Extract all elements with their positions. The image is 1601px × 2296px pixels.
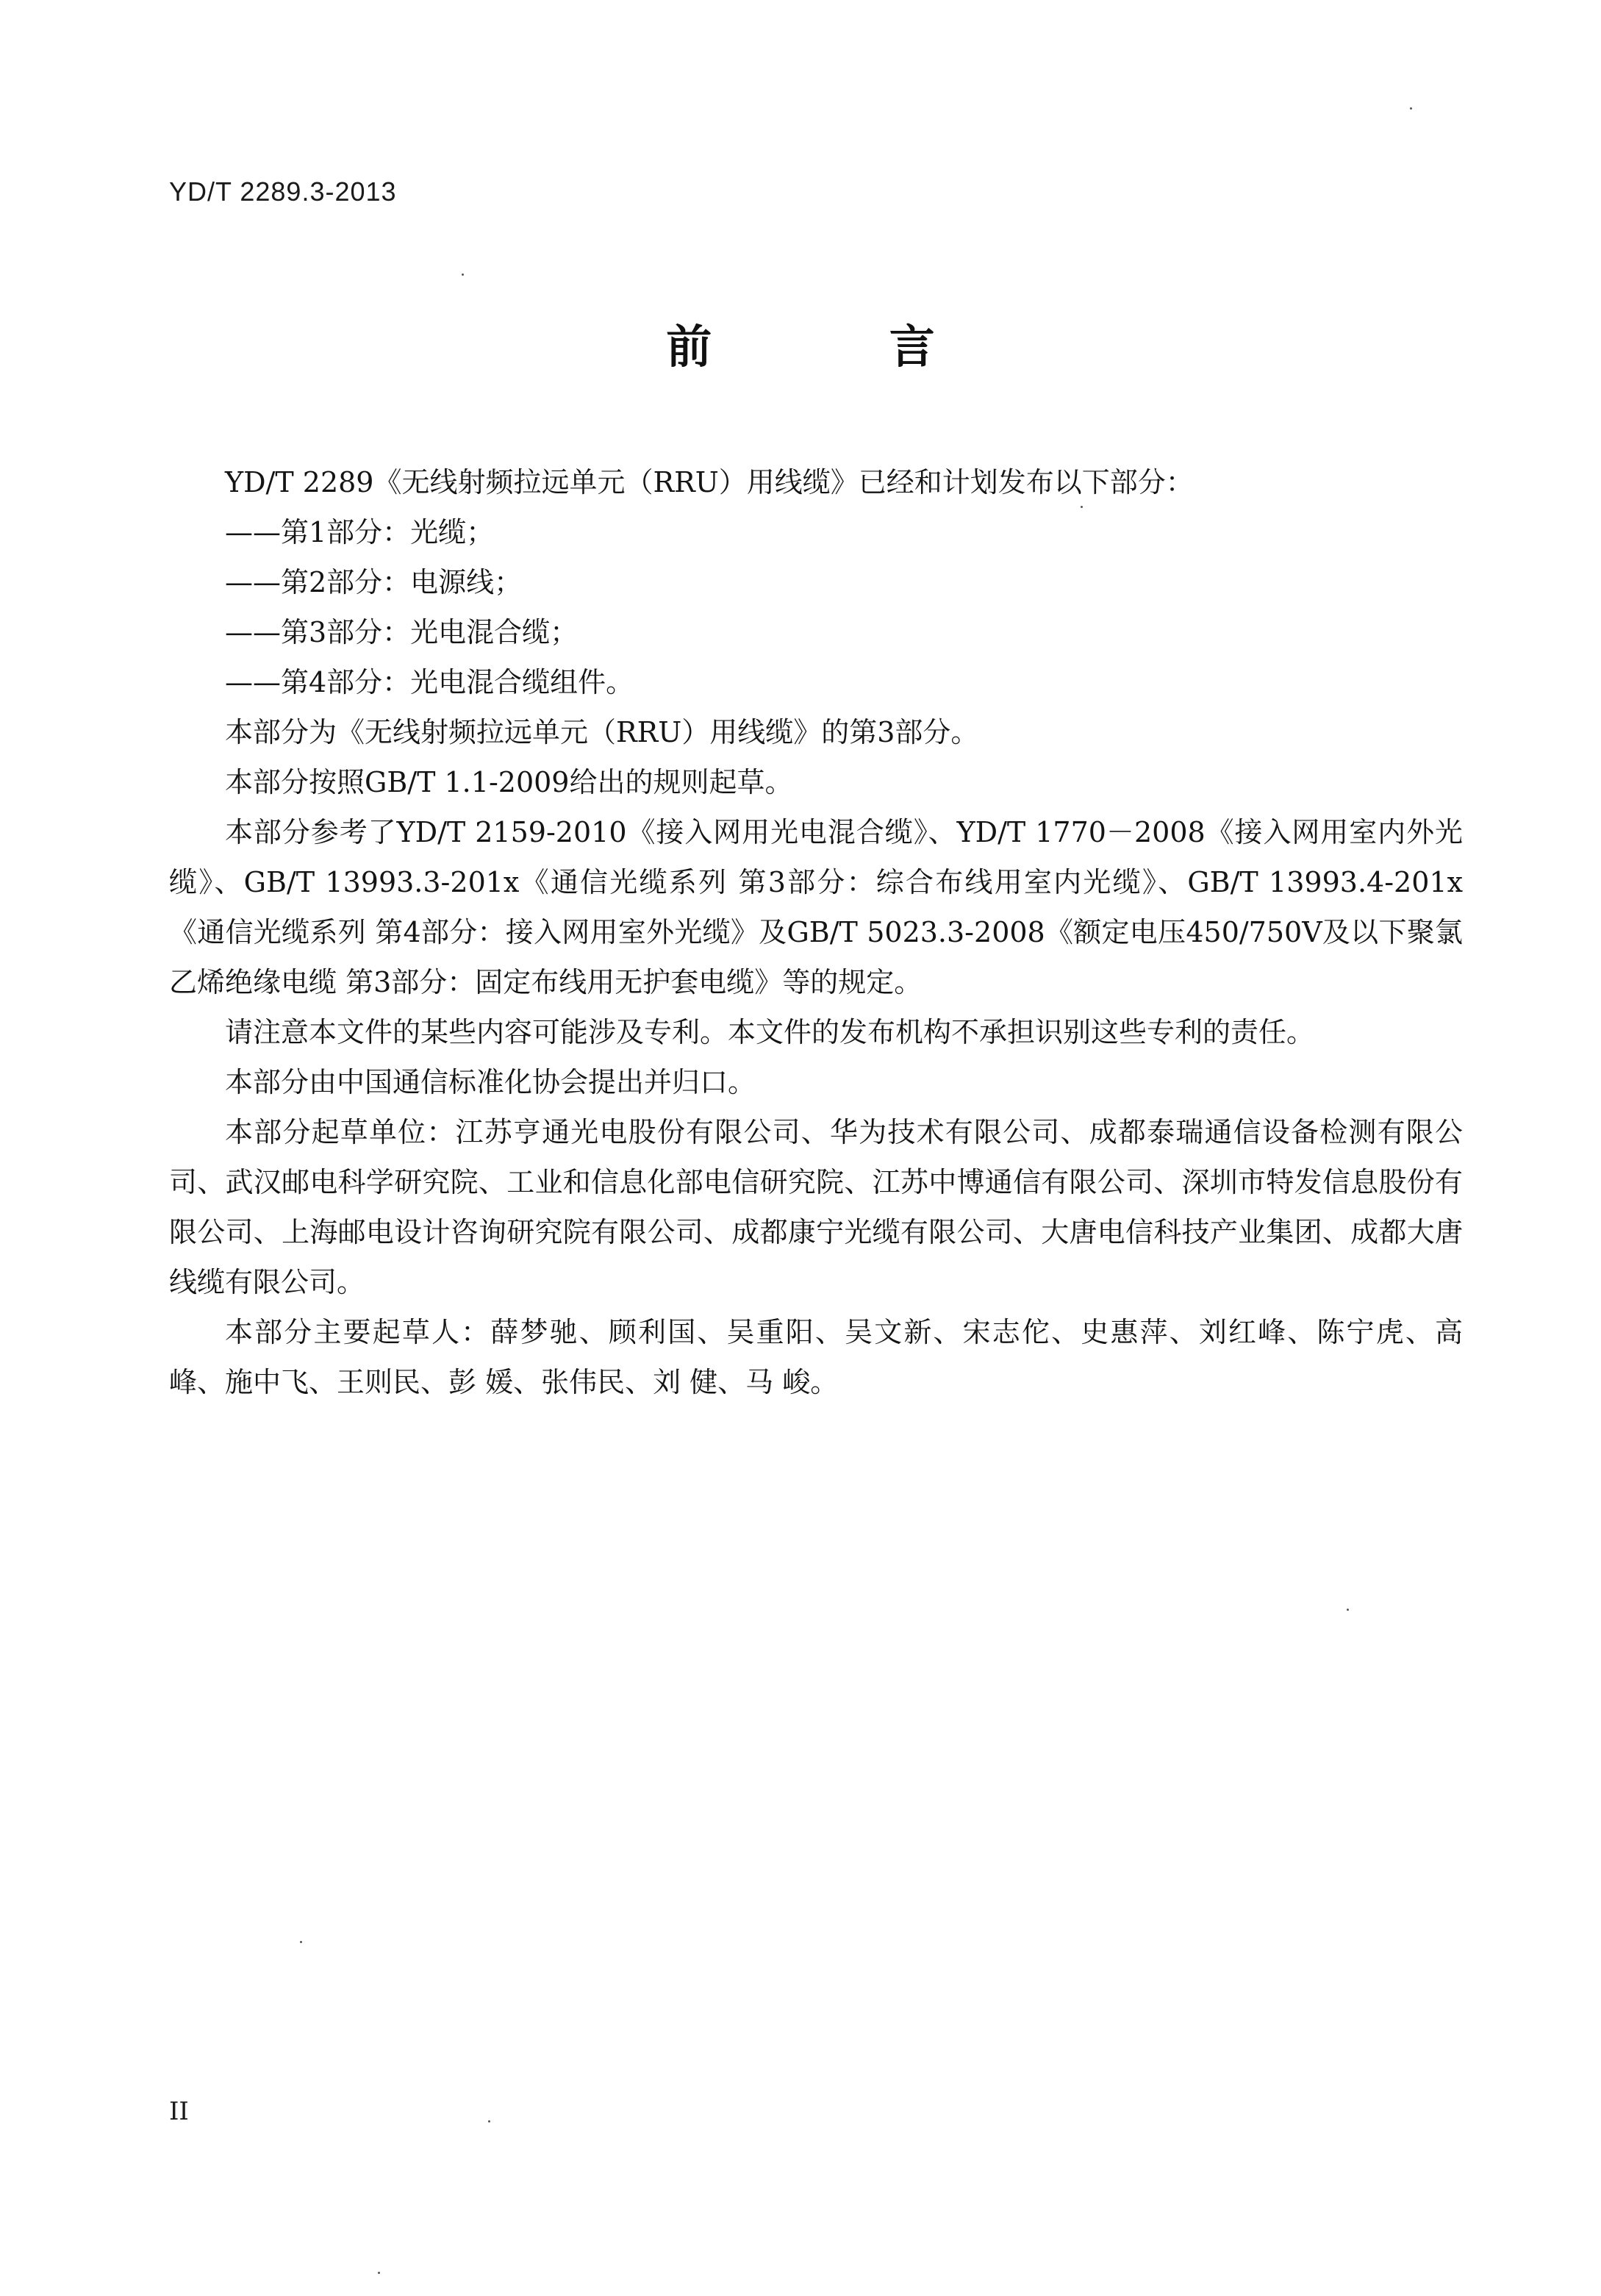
paragraph-drafters: 本部分主要起草人：薛梦驰、顾利国、吴重阳、吴文新、宋志佗、史惠萍、刘红峰、陈宁虎、高 峰、施中飞、王则民、彭 媛、张伟民、刘 健、马 峻。 — [169, 1316, 1463, 1398]
scan-speck — [1081, 506, 1083, 508]
scan-speck — [378, 2272, 380, 2274]
scan-speck — [1410, 107, 1412, 110]
paragraph-part-statement: 本部分为《无线射频拉远单元（RRU）用线缆》的第3部分。 — [225, 716, 979, 748]
paragraph-references: 本部分参考了YD/T 2159-2010《接入网用光电混合缆》、YD/T 1770－2008《接入网用室内外光缆》、GB/T 13993.3-201x《通信光缆系列 第3部分：综合布线用室内光缆》、GB/T 13993.4-201x《通信光缆系列 第4部分：接入网用室外光缆》及GB/T 5023.3-2008《额定电压450/750V及以下聚氯乙烯绝缘电缆 第3部分：固定布线用无护套电缆》等的规定。 — [169, 816, 1463, 998]
scan-speck — [300, 1941, 302, 1943]
paragraph-proposer: 本部分由中国通信标准化协会提出并归口。 — [225, 1066, 756, 1098]
paragraph-drafting-rules: 本部分按照GB/T 1.1-2009给出的规则起草。 — [225, 766, 793, 798]
scan-speck — [488, 2120, 490, 2122]
page-number: II — [169, 2097, 189, 2126]
standard-code: YD/T 2289.3-2013 — [169, 176, 397, 207]
list-item-part-4: ——第4部分：光电混合缆组件。 — [225, 666, 634, 698]
list-item-part-3: ——第3部分：光电混合缆； — [225, 616, 579, 648]
scan-speck — [1347, 1609, 1349, 1611]
paragraph-drafting-units: 本部分起草单位：江苏亨通光电股份有限公司、华为技术有限公司、成都泰瑞通信设备检测有限公司、武汉邮电科学研究院、工业和信息化部电信研究院、江苏中博通信有限公司、深圳市特发信息股份有限公司、上海邮电设计咨询研究院有限公司、成都康宁光缆有限公司、大唐电信科技产业集团、成都大唐线缆有限公司。 — [169, 1116, 1463, 1298]
list-item-part-1: ——第1部分：光缆； — [225, 516, 495, 548]
page-title: 前 言 — [666, 320, 1016, 373]
paragraph-intro: YD/T 2289《无线射频拉远单元（RRU）用线缆》已经和计划发布以下部分： — [225, 466, 1194, 498]
paragraph-patent-notice: 请注意本文件的某些内容可能涉及专利。本文件的发布机构不承担识别这些专利的责任。 — [225, 1016, 1315, 1048]
scan-speck — [462, 273, 464, 276]
list-item-part-2: ——第2部分：电源线； — [225, 566, 523, 598]
foreword-body — [169, 457, 1463, 1407]
